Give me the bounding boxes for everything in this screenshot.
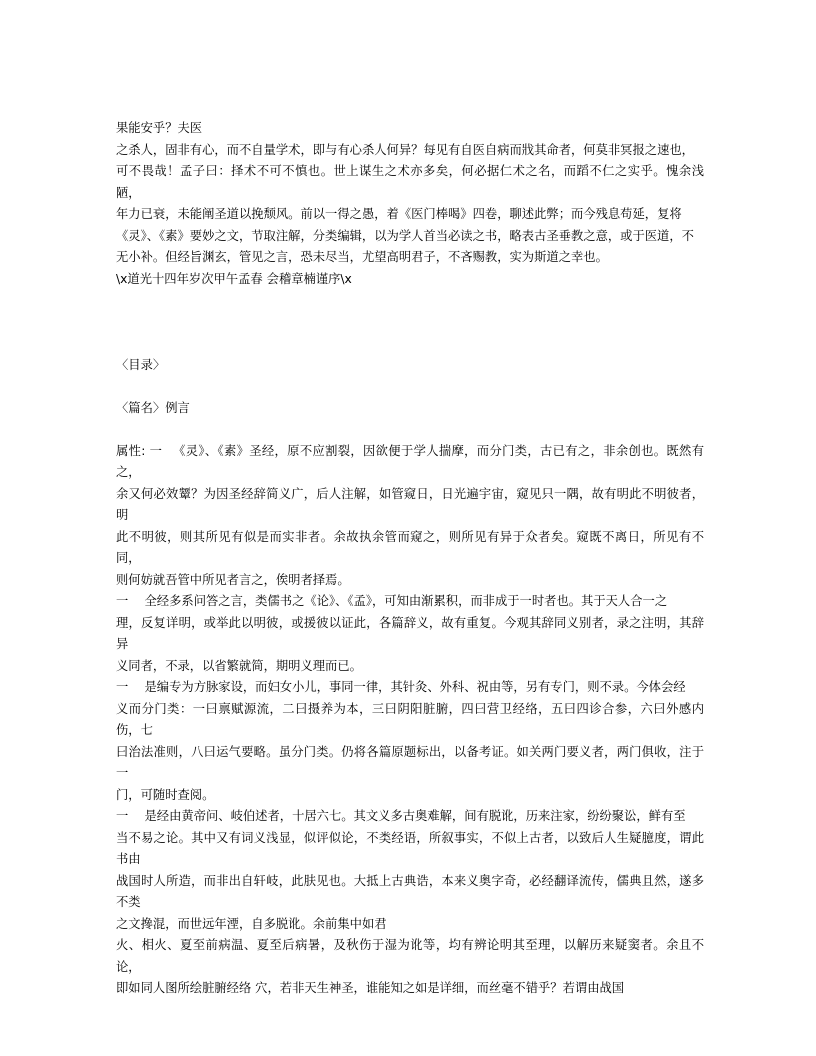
body-paragraph-17: 即如同人图所绘脏腑经络 穴，若非天生神圣，谁能知之如是详细，而丝毫不错乎？若谓由战国	[116, 981, 625, 995]
section-heading: 〈篇名〉例言	[116, 400, 190, 415]
paragraph-2: 之杀人，固非有心，而不自量学术，即与有心杀人何异？每见有自医自病而戕其命者，何莫非冥报之速也，	[116, 142, 694, 157]
body-paragraph-2: 余又何必效颦？为因圣经辞简义广，后人注解，如管窥日，日光遍宇宙，窥见只一隅，故有明此不明彼者，明	[116, 486, 704, 522]
body-paragraph-14: 战国时人所造，而非出自轩岐，此肤见也。大抵上古典诰，本来义奥字奇，必经翻译流传，儒典且然，遂多不类	[116, 873, 704, 909]
body-paragraph-6: 理，反复详明，或举此以明彼，或援彼以证此，各篇辞义，故有重复。今观其辞同义别者，录之注明，其辞异	[116, 615, 704, 651]
body-paragraph-10: 曰治法准则，八曰运气要略。虽分门类。仍将各篇原题标出，以备考证。如关两门要义者，两门俱收，注于一	[116, 744, 704, 780]
section-spacer-2	[116, 333, 704, 355]
section-spacer-1	[116, 290, 704, 333]
body-paragraph-16: 火、相火、夏至前病温、夏至后病暑，及秋伤于湿为讹等，均有辨论明其至理，以解历来疑窦者。余且不论，	[116, 938, 704, 974]
body-paragraph-8: 一 是编专为方脉家设，而妇女小儿，事同一律，其针灸、外科、祝由等，另有专门，则不录。今体会经	[116, 680, 686, 694]
paragraph-1: 果能安乎？夫医	[116, 121, 203, 135]
body-paragraph-15: 之文搀混，而世远年湮，自多脱讹。余前集中如君	[116, 916, 387, 931]
document-body	[116, 118, 704, 1000]
body-paragraph-3: 此不明彼，则其所见有似是而实非者。余故执余管而窥之，则所见有异于众者矣。窥既不离日，所见有不同，	[116, 529, 704, 565]
paragraph-4: 年力已衰，未能阐圣道以挽颓风。前以一得之愚，着《医门棒喝》四卷，聊述此弊；而今残息苟延，复将	[116, 207, 682, 221]
section-spacer-4	[116, 419, 704, 441]
toc-heading: 〈目录〉	[116, 357, 166, 372]
body-paragraph-11: 门，可随时查阅。	[116, 787, 215, 802]
body-paragraph-13: 当不易之论。其中又有词义浅显，似评似论，不类经语，所叙事实，不似上古者，以致后人生疑臆度，谓此书由	[116, 830, 704, 866]
body-paragraph-4: 则何妨就吾管中所见者言之，俟明者择焉。	[116, 572, 350, 587]
body-paragraph-9: 义而分门类：一曰禀赋源流，二曰摄养为本，三曰阴阳脏腑，四曰营卫经络，五曰四诊合参，六曰外感内伤，七	[116, 701, 704, 737]
body-paragraph-5: 一 全经多系问答之言，类儒书之《论》、《孟》，可知由渐累积，而非成于一时者也。其于天人合一之	[116, 594, 668, 608]
body-paragraph-1: 属性: 一 《灵》、《素》圣经，原不应割裂，因欲便于学人揣摩，而分门类，古已有之，非余创也。既然有之，	[116, 443, 704, 479]
paragraph-3: 可不畏哉！孟子曰：择术不可不慎也。世上谋生之术亦多矣，何必据仁术之名，而蹈不仁之实乎。愧余浅陋，	[116, 164, 704, 200]
paragraph-5: 《灵》、《素》要妙之文，节取注解，分类编辑，以为学人首当必读之书，略表古圣垂教之意，或于医道，不	[116, 228, 694, 243]
section-spacer-3	[116, 376, 704, 398]
paragraph-6: 无小补。但经旨渊玄，管见之言，恐未尽当，尤望高明君子，不吝赐教，实为斯道之幸也。	[116, 250, 608, 264]
body-paragraph-7: 义同者，不录，以省繁就简，期明义理而已。	[116, 658, 362, 673]
signature-line: \x道光十四年岁次甲午孟春 会稽章楠谨序\x	[116, 271, 352, 286]
body-paragraph-12: 一 是经由黄帝问、岐伯述者，十居六七。其文义多古奥难解，间有脱讹，历来注家，纷纷聚讼，鲜有至	[116, 809, 686, 823]
